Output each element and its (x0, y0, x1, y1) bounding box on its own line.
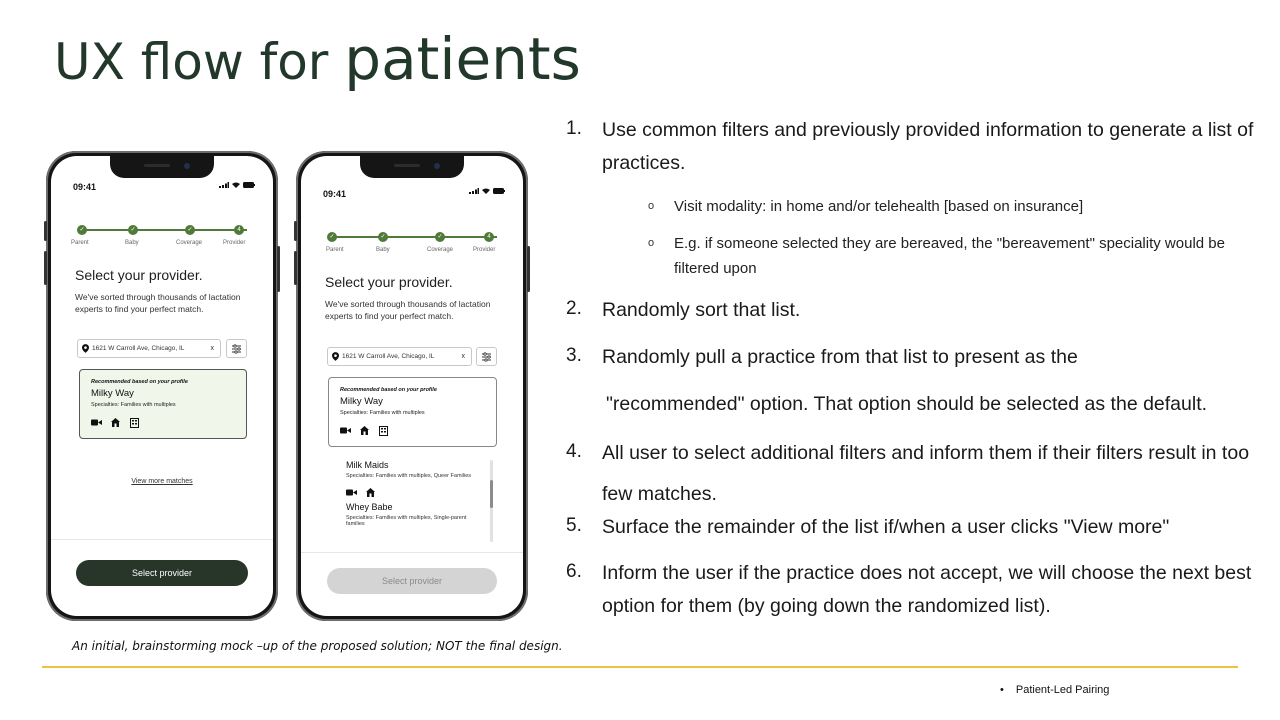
status-icons (219, 182, 255, 190)
phone-mockup-2 (296, 151, 528, 621)
step-labels (321, 247, 509, 255)
signal-icon (219, 182, 229, 188)
step-text: All user to select additional filters and inform them if their filters result in too few matches. (602, 442, 1250, 505)
footer-text: Patient-Led Pairing (1015, 684, 1110, 696)
footer (1000, 684, 1109, 696)
recommended-provider-card[interactable] (328, 377, 497, 447)
select-provider-button[interactable]: Select provider (76, 560, 248, 586)
filter-button[interactable] (476, 347, 497, 366)
sub-bullet-text: Visit modality: in home and/or telehealth [based on insurance] (674, 198, 1084, 215)
scrollbar-thumb[interactable] (490, 480, 493, 508)
battery-icon (243, 182, 255, 188)
filter-icon (477, 348, 496, 365)
provider-specialties: Specialties: Families with multiples (340, 410, 425, 416)
building-icon (130, 418, 139, 428)
recommended-label: Recommended based on your profile (91, 379, 188, 385)
sub-bullet-marker: o (648, 237, 655, 249)
step-number: 6. (566, 561, 582, 582)
step-number: 4. (566, 441, 582, 462)
step-dot-parent: ✓ (327, 232, 337, 242)
video-icon (91, 419, 102, 426)
phone-screen (51, 156, 273, 616)
steps-list (566, 0, 1278, 640)
screen-heading: Select your provider. (325, 274, 453, 290)
step-number: 1. (566, 118, 582, 139)
step-dot-provider: 4 (234, 225, 244, 235)
provider-specialties: Specialties: Families with multiples (91, 402, 176, 408)
home-icon (360, 426, 369, 435)
step-dot-provider: 4 (484, 232, 494, 242)
filter-icon (227, 340, 246, 357)
step-dot-coverage: ✓ (185, 225, 195, 235)
notch (360, 156, 464, 178)
clear-address-button[interactable]: x (210, 345, 214, 352)
notch (110, 156, 214, 178)
footer-bullet: • (1000, 684, 1004, 696)
list-item[interactable] (346, 502, 484, 528)
step-text: Surface the remainder of the list if/when a user clicks "View more" (602, 516, 1170, 538)
more-matches-list[interactable] (346, 460, 484, 546)
progress-stepper (327, 232, 501, 242)
home-icon (111, 418, 120, 427)
screen-description: We've sorted through thousands of lactation experts to find your perfect match. (325, 299, 491, 321)
provider-specialties: Specialties: Families with multiples, Queer Families (346, 473, 472, 479)
mockup-caption: An initial, brainstorming mock –up of the proposed solution; NOT the final design. (72, 639, 563, 653)
phone-screen (301, 156, 523, 616)
sub-bullet-text: E.g. if someone selected they are bereaved, the "bereavement" speciality would be filtered upon (674, 235, 1225, 277)
wifi-icon (232, 182, 240, 188)
sub-bullet-marker: o (648, 200, 655, 212)
provider-name: Milky Way (340, 396, 383, 407)
select-provider-button: Select provider (327, 568, 497, 594)
video-icon (340, 427, 351, 434)
address-value: 1621 W Carroll Ave, Chicago, IL (342, 353, 435, 360)
provider-name: Whey Babe (346, 501, 393, 512)
modality-icons (91, 414, 235, 424)
video-icon (346, 489, 357, 496)
list-item[interactable] (346, 460, 484, 494)
location-pin-icon (332, 352, 339, 361)
step-text: Use common filters and previously provided information to generate a list of practices. (602, 119, 1254, 174)
step-dot-baby: ✓ (128, 225, 138, 235)
filter-button[interactable] (226, 339, 247, 358)
slide-title (54, 25, 581, 93)
step-number: 5. (566, 515, 582, 536)
screen-description: We've sorted through thousands of lactation experts to find your perfect match. (75, 292, 241, 314)
status-time: 09:41 (73, 182, 97, 192)
recommended-label: Recommended based on your profile (340, 387, 437, 393)
recommended-provider-card[interactable] (79, 369, 247, 439)
clear-address-button[interactable]: x (461, 353, 465, 360)
step-text: "recommended" option. That option should be selected as the default. (606, 393, 1208, 415)
screen-heading: Select your provider. (75, 267, 203, 283)
step-dot-parent: ✓ (77, 225, 87, 235)
status-icons (469, 188, 505, 196)
wifi-icon (482, 188, 490, 194)
view-more-matches-link[interactable]: View more matches (131, 478, 193, 485)
status-time: 09:41 (323, 189, 347, 199)
provider-specialties: Specialties: Families with multiples, Single-parent families (346, 514, 467, 527)
step-number: 2. (566, 298, 582, 319)
provider-name: Milky Way (91, 388, 134, 399)
building-icon (379, 426, 388, 436)
step-label: Provider (223, 240, 246, 246)
scrollbar[interactable] (490, 460, 493, 542)
step-label: Baby (376, 247, 390, 253)
step-label: Baby (125, 240, 139, 246)
step-labels (71, 240, 259, 248)
address-field[interactable] (327, 347, 472, 366)
step-label: Provider (473, 247, 496, 253)
step-text: Randomly pull a practice from that list to present as the (602, 346, 1078, 368)
step-text: Randomly sort that list. (602, 299, 801, 321)
title-part1: UX flow for (54, 33, 345, 91)
step-number: 3. (566, 345, 582, 366)
divider (301, 552, 523, 553)
footer-divider (42, 666, 1238, 668)
address-value: 1621 W Carroll Ave, Chicago, IL (92, 345, 185, 352)
signal-icon (469, 188, 479, 194)
modality-icons (346, 484, 484, 494)
step-label: Parent (71, 240, 89, 246)
step-label: Coverage (427, 247, 454, 253)
step-label: Parent (326, 247, 344, 253)
divider (51, 539, 273, 540)
location-pin-icon (82, 344, 89, 353)
phone-mockup-1 (46, 151, 278, 621)
title-part2: patients (344, 25, 581, 93)
home-icon (366, 488, 375, 497)
step-dot-baby: ✓ (378, 232, 388, 242)
address-field[interactable] (77, 339, 221, 358)
step-text: Inform the user if the practice does not accept, we will choose the next best option for them (by going down the randomized list). (602, 562, 1252, 617)
provider-name: Milk Maids (346, 460, 389, 470)
modality-icons (340, 422, 485, 432)
progress-stepper (77, 225, 251, 235)
step-dot-coverage: ✓ (435, 232, 445, 242)
battery-icon (493, 188, 505, 194)
step-label: Coverage (176, 240, 203, 246)
